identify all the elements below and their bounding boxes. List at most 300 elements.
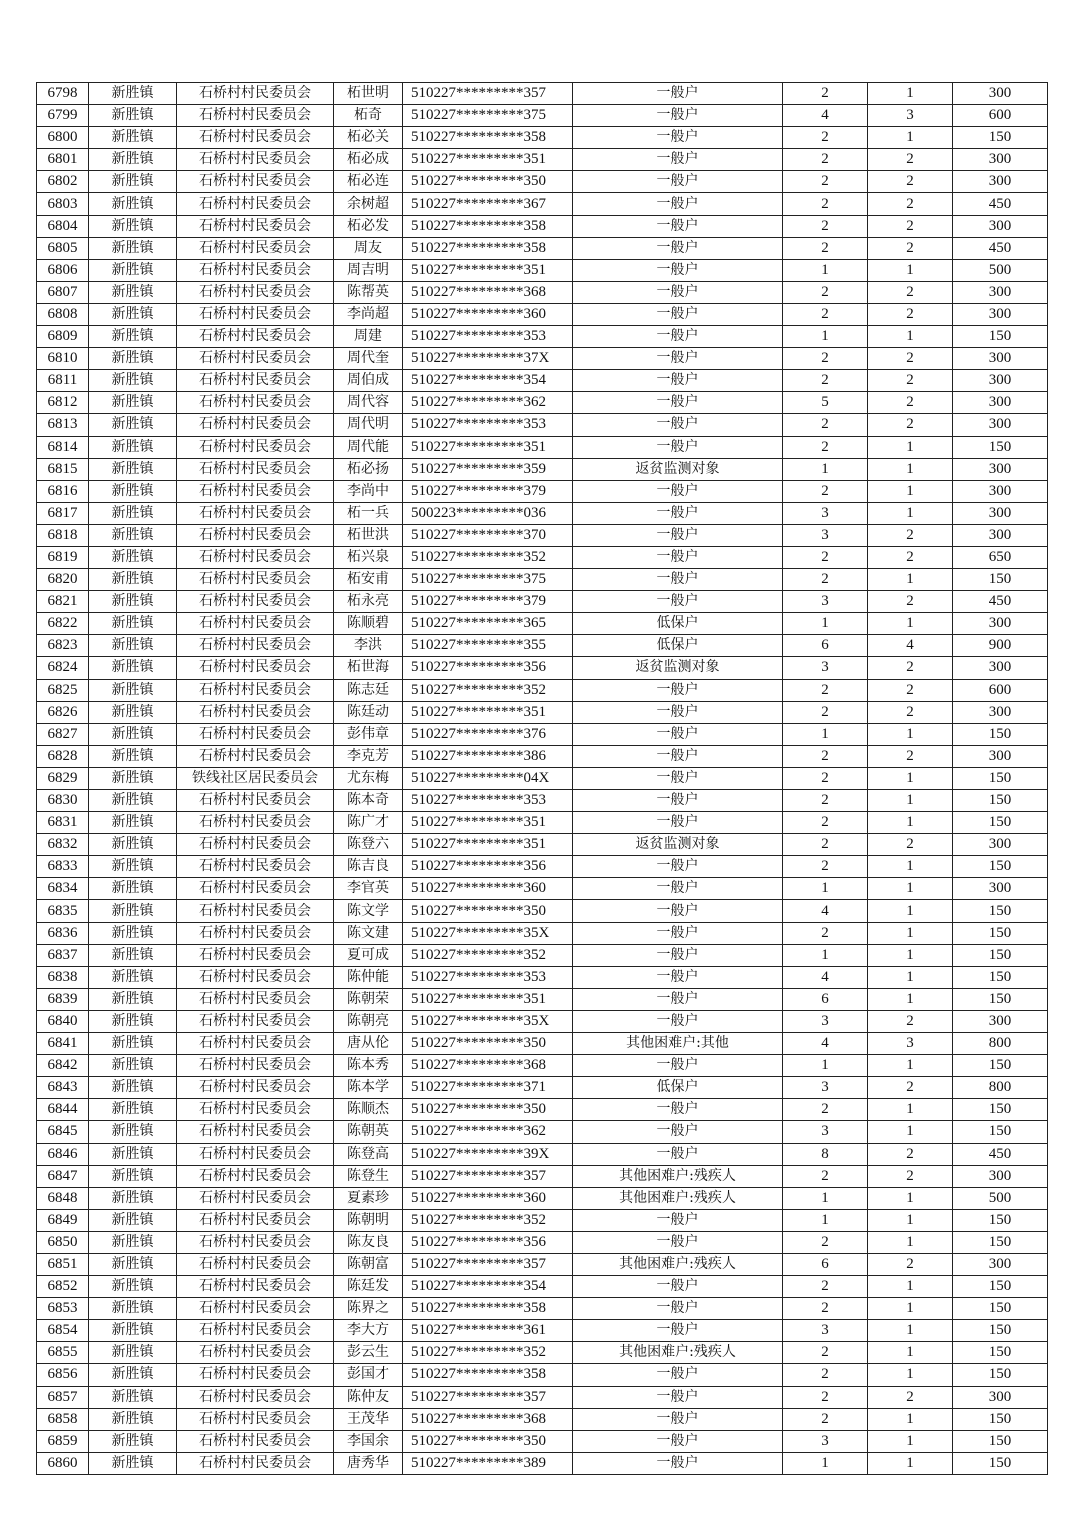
table-row <box>37 1298 1048 1320</box>
idcard-cell: 510227*********389 <box>403 1452 573 1474</box>
table-row <box>37 745 1048 767</box>
town-cell: 新胜镇 <box>89 524 177 546</box>
household-type-cell: 一般户 <box>573 259 783 281</box>
members-cell: 2 <box>783 480 868 502</box>
table-row <box>37 259 1048 281</box>
table-row <box>37 767 1048 789</box>
table-row <box>37 1099 1048 1121</box>
committee-cell: 石桥村村民委员会 <box>177 259 334 281</box>
members-cell: 3 <box>783 1077 868 1099</box>
idcard-cell: 510227*********350 <box>403 1430 573 1452</box>
subsidized-cell: 2 <box>868 348 953 370</box>
members-cell: 2 <box>783 812 868 834</box>
subsidized-cell: 1 <box>868 900 953 922</box>
idcard-cell: 510227*********362 <box>403 392 573 414</box>
members-cell: 5 <box>783 392 868 414</box>
subsidized-cell: 4 <box>868 635 953 657</box>
amount-cell: 150 <box>953 767 1048 789</box>
table-row <box>37 701 1048 723</box>
committee-cell: 石桥村村民委员会 <box>177 348 334 370</box>
amount-cell: 150 <box>953 723 1048 745</box>
name-cell: 周伯成 <box>334 370 403 392</box>
town-cell: 新胜镇 <box>89 281 177 303</box>
idcard-cell: 500223*********036 <box>403 502 573 524</box>
committee-cell: 石桥村村民委员会 <box>177 524 334 546</box>
subsidized-cell: 2 <box>868 392 953 414</box>
subsidized-cell: 1 <box>868 767 953 789</box>
table-row <box>37 1364 1048 1386</box>
members-cell: 2 <box>783 767 868 789</box>
amount-cell: 300 <box>953 613 1048 635</box>
serial-cell: 6802 <box>37 171 89 193</box>
serial-cell: 6846 <box>37 1143 89 1165</box>
town-cell: 新胜镇 <box>89 1452 177 1474</box>
members-cell: 2 <box>783 237 868 259</box>
town-cell: 新胜镇 <box>89 767 177 789</box>
idcard-cell: 510227*********379 <box>403 480 573 502</box>
name-cell: 夏素珍 <box>334 1187 403 1209</box>
town-cell: 新胜镇 <box>89 1165 177 1187</box>
household-type-cell: 一般户 <box>573 414 783 436</box>
subsidized-cell: 2 <box>868 524 953 546</box>
members-cell: 2 <box>783 701 868 723</box>
name-cell: 周建 <box>334 326 403 348</box>
subsidized-cell: 1 <box>868 966 953 988</box>
name-cell: 陈登高 <box>334 1143 403 1165</box>
serial-cell: 6820 <box>37 569 89 591</box>
table-body <box>37 83 1048 1475</box>
household-type-cell: 一般户 <box>573 767 783 789</box>
members-cell: 2 <box>783 569 868 591</box>
committee-cell: 石桥村村民委员会 <box>177 966 334 988</box>
amount-cell: 500 <box>953 1187 1048 1209</box>
subsidized-cell: 2 <box>868 1010 953 1032</box>
members-cell: 2 <box>783 856 868 878</box>
amount-cell: 150 <box>953 1364 1048 1386</box>
town-cell: 新胜镇 <box>89 1430 177 1452</box>
committee-cell: 石桥村村民委员会 <box>177 1298 334 1320</box>
table-row <box>37 546 1048 568</box>
members-cell: 2 <box>783 436 868 458</box>
amount-cell: 300 <box>953 480 1048 502</box>
idcard-cell: 510227*********370 <box>403 524 573 546</box>
amount-cell: 450 <box>953 193 1048 215</box>
household-type-cell: 一般户 <box>573 1430 783 1452</box>
idcard-cell: 510227*********350 <box>403 900 573 922</box>
household-type-cell: 返贫监测对象 <box>573 458 783 480</box>
table-row <box>37 193 1048 215</box>
household-type-cell: 一般户 <box>573 1364 783 1386</box>
committee-cell: 石桥村村民委员会 <box>177 1452 334 1474</box>
serial-cell: 6848 <box>37 1187 89 1209</box>
name-cell: 夏可成 <box>334 944 403 966</box>
idcard-cell: 510227*********360 <box>403 878 573 900</box>
members-cell: 1 <box>783 878 868 900</box>
name-cell: 周代能 <box>334 436 403 458</box>
committee-cell: 石桥村村民委员会 <box>177 171 334 193</box>
committee-cell: 石桥村村民委员会 <box>177 458 334 480</box>
town-cell: 新胜镇 <box>89 1209 177 1231</box>
name-cell: 李大方 <box>334 1320 403 1342</box>
members-cell: 3 <box>783 1430 868 1452</box>
amount-cell: 300 <box>953 370 1048 392</box>
subsidized-cell: 1 <box>868 83 953 105</box>
members-cell: 2 <box>783 348 868 370</box>
serial-cell: 6811 <box>37 370 89 392</box>
members-cell: 4 <box>783 900 868 922</box>
household-type-cell: 一般户 <box>573 1055 783 1077</box>
subsidized-cell: 1 <box>868 127 953 149</box>
idcard-cell: 510227*********351 <box>403 834 573 856</box>
idcard-cell: 510227*********352 <box>403 944 573 966</box>
name-cell: 陈廷发 <box>334 1276 403 1298</box>
idcard-cell: 510227*********367 <box>403 193 573 215</box>
table-row <box>37 370 1048 392</box>
subsidized-cell: 2 <box>868 546 953 568</box>
household-type-cell: 一般户 <box>573 591 783 613</box>
town-cell: 新胜镇 <box>89 1033 177 1055</box>
town-cell: 新胜镇 <box>89 303 177 325</box>
amount-cell: 150 <box>953 790 1048 812</box>
table-row <box>37 856 1048 878</box>
table-row <box>37 1165 1048 1187</box>
idcard-cell: 510227*********352 <box>403 1209 573 1231</box>
serial-cell: 6819 <box>37 546 89 568</box>
serial-cell: 6843 <box>37 1077 89 1099</box>
household-type-cell: 返贫监测对象 <box>573 834 783 856</box>
town-cell: 新胜镇 <box>89 237 177 259</box>
table-row <box>37 237 1048 259</box>
committee-cell: 石桥村村民委员会 <box>177 1430 334 1452</box>
household-type-cell: 低保户 <box>573 1077 783 1099</box>
name-cell: 陈登六 <box>334 834 403 856</box>
subsidized-cell: 1 <box>868 458 953 480</box>
idcard-cell: 510227*********350 <box>403 171 573 193</box>
idcard-cell: 510227*********356 <box>403 1231 573 1253</box>
serial-cell: 6809 <box>37 326 89 348</box>
subsidized-cell: 1 <box>868 569 953 591</box>
name-cell: 柘安甫 <box>334 569 403 591</box>
committee-cell: 石桥村村民委员会 <box>177 1033 334 1055</box>
serial-cell: 6826 <box>37 701 89 723</box>
subsidized-cell: 2 <box>868 1165 953 1187</box>
idcard-cell: 510227*********351 <box>403 259 573 281</box>
amount-cell: 300 <box>953 657 1048 679</box>
name-cell: 余树超 <box>334 193 403 215</box>
town-cell: 新胜镇 <box>89 679 177 701</box>
table-row <box>37 922 1048 944</box>
serial-cell: 6821 <box>37 591 89 613</box>
members-cell: 8 <box>783 1143 868 1165</box>
idcard-cell: 510227*********358 <box>403 215 573 237</box>
subsidized-cell: 2 <box>868 281 953 303</box>
members-cell: 2 <box>783 1364 868 1386</box>
idcard-cell: 510227*********371 <box>403 1077 573 1099</box>
town-cell: 新胜镇 <box>89 745 177 767</box>
amount-cell: 150 <box>953 127 1048 149</box>
subsidized-cell: 1 <box>868 436 953 458</box>
serial-cell: 6831 <box>37 812 89 834</box>
town-cell: 新胜镇 <box>89 1121 177 1143</box>
household-type-cell: 一般户 <box>573 723 783 745</box>
subsidized-cell: 1 <box>868 988 953 1010</box>
table-row <box>37 988 1048 1010</box>
table-row <box>37 812 1048 834</box>
members-cell: 2 <box>783 745 868 767</box>
table-row <box>37 215 1048 237</box>
committee-cell: 石桥村村民委员会 <box>177 1231 334 1253</box>
name-cell: 陈顺碧 <box>334 613 403 635</box>
members-cell: 2 <box>783 1165 868 1187</box>
name-cell: 彭伟章 <box>334 723 403 745</box>
committee-cell: 石桥村村民委员会 <box>177 657 334 679</box>
committee-cell: 石桥村村民委员会 <box>177 502 334 524</box>
household-type-cell: 一般户 <box>573 149 783 171</box>
town-cell: 新胜镇 <box>89 348 177 370</box>
household-type-cell: 一般户 <box>573 1452 783 1474</box>
table-row <box>37 436 1048 458</box>
committee-cell: 石桥村村民委员会 <box>177 1165 334 1187</box>
household-type-cell: 一般户 <box>573 502 783 524</box>
committee-cell: 石桥村村民委员会 <box>177 1010 334 1032</box>
committee-cell: 石桥村村民委员会 <box>177 480 334 502</box>
amount-cell: 150 <box>953 856 1048 878</box>
name-cell: 陈朝亮 <box>334 1010 403 1032</box>
household-type-cell: 一般户 <box>573 1231 783 1253</box>
members-cell: 3 <box>783 1010 868 1032</box>
household-type-cell: 其他困难户:残疾人 <box>573 1342 783 1364</box>
committee-cell: 石桥村村民委员会 <box>177 1364 334 1386</box>
idcard-cell: 510227*********362 <box>403 1121 573 1143</box>
name-cell: 唐从伦 <box>334 1033 403 1055</box>
idcard-cell: 510227*********353 <box>403 326 573 348</box>
table-row <box>37 878 1048 900</box>
serial-cell: 6816 <box>37 480 89 502</box>
idcard-cell: 510227*********368 <box>403 1055 573 1077</box>
idcard-cell: 510227*********356 <box>403 657 573 679</box>
town-cell: 新胜镇 <box>89 1055 177 1077</box>
subsidized-cell: 1 <box>868 1430 953 1452</box>
household-type-cell: 一般户 <box>573 281 783 303</box>
table-row <box>37 348 1048 370</box>
table-row <box>37 502 1048 524</box>
table-row <box>37 1187 1048 1209</box>
name-cell: 周友 <box>334 237 403 259</box>
serial-cell: 6853 <box>37 1298 89 1320</box>
committee-cell: 石桥村村民委员会 <box>177 1386 334 1408</box>
committee-cell: 石桥村村民委员会 <box>177 812 334 834</box>
town-cell: 新胜镇 <box>89 1276 177 1298</box>
subsidized-cell: 1 <box>868 1099 953 1121</box>
serial-cell: 6842 <box>37 1055 89 1077</box>
name-cell: 陈登生 <box>334 1165 403 1187</box>
members-cell: 2 <box>783 922 868 944</box>
subsidized-cell: 1 <box>868 922 953 944</box>
idcard-cell: 510227*********358 <box>403 237 573 259</box>
serial-cell: 6833 <box>37 856 89 878</box>
idcard-cell: 510227*********350 <box>403 1099 573 1121</box>
subsidized-cell: 2 <box>868 1143 953 1165</box>
town-cell: 新胜镇 <box>89 171 177 193</box>
household-type-cell: 一般户 <box>573 1121 783 1143</box>
name-cell: 陈吉良 <box>334 856 403 878</box>
name-cell: 柘世明 <box>334 83 403 105</box>
town-cell: 新胜镇 <box>89 900 177 922</box>
town-cell: 新胜镇 <box>89 591 177 613</box>
subsidized-cell: 1 <box>868 613 953 635</box>
amount-cell: 150 <box>953 569 1048 591</box>
record-table <box>36 82 1048 1475</box>
name-cell: 柘必成 <box>334 149 403 171</box>
subsidized-cell: 1 <box>868 1055 953 1077</box>
name-cell: 周吉明 <box>334 259 403 281</box>
household-type-cell: 一般户 <box>573 237 783 259</box>
members-cell: 3 <box>783 591 868 613</box>
table-row <box>37 723 1048 745</box>
idcard-cell: 510227*********352 <box>403 546 573 568</box>
subsidized-cell: 2 <box>868 679 953 701</box>
serial-cell: 6800 <box>37 127 89 149</box>
committee-cell: 石桥村村民委员会 <box>177 635 334 657</box>
idcard-cell: 510227*********359 <box>403 458 573 480</box>
amount-cell: 450 <box>953 591 1048 613</box>
town-cell: 新胜镇 <box>89 1386 177 1408</box>
household-type-cell: 一般户 <box>573 171 783 193</box>
table-row <box>37 613 1048 635</box>
serial-cell: 6850 <box>37 1231 89 1253</box>
serial-cell: 6808 <box>37 303 89 325</box>
committee-cell: 石桥村村民委员会 <box>177 1121 334 1143</box>
idcard-cell: 510227*********35X <box>403 922 573 944</box>
members-cell: 6 <box>783 1253 868 1275</box>
town-cell: 新胜镇 <box>89 635 177 657</box>
household-type-cell: 一般户 <box>573 1320 783 1342</box>
name-cell: 唐秀华 <box>334 1452 403 1474</box>
amount-cell: 300 <box>953 1253 1048 1275</box>
table-row <box>37 944 1048 966</box>
members-cell: 2 <box>783 1099 868 1121</box>
committee-cell: 石桥村村民委员会 <box>177 1408 334 1430</box>
serial-cell: 6830 <box>37 790 89 812</box>
amount-cell: 300 <box>953 878 1048 900</box>
town-cell: 新胜镇 <box>89 105 177 127</box>
name-cell: 陈朝明 <box>334 1209 403 1231</box>
serial-cell: 6835 <box>37 900 89 922</box>
town-cell: 新胜镇 <box>89 878 177 900</box>
town-cell: 新胜镇 <box>89 1010 177 1032</box>
serial-cell: 6849 <box>37 1209 89 1231</box>
town-cell: 新胜镇 <box>89 790 177 812</box>
amount-cell: 300 <box>953 348 1048 370</box>
serial-cell: 6855 <box>37 1342 89 1364</box>
members-cell: 4 <box>783 966 868 988</box>
town-cell: 新胜镇 <box>89 701 177 723</box>
serial-cell: 6851 <box>37 1253 89 1275</box>
members-cell: 2 <box>783 546 868 568</box>
serial-cell: 6834 <box>37 878 89 900</box>
committee-cell: 石桥村村民委员会 <box>177 944 334 966</box>
members-cell: 2 <box>783 679 868 701</box>
amount-cell: 150 <box>953 1320 1048 1342</box>
household-type-cell: 一般户 <box>573 524 783 546</box>
members-cell: 1 <box>783 613 868 635</box>
idcard-cell: 510227*********357 <box>403 1386 573 1408</box>
household-type-cell: 一般户 <box>573 944 783 966</box>
table-row <box>37 281 1048 303</box>
serial-cell: 6813 <box>37 414 89 436</box>
table-row <box>37 1033 1048 1055</box>
name-cell: 李官英 <box>334 878 403 900</box>
household-type-cell: 一般户 <box>573 988 783 1010</box>
idcard-cell: 510227*********351 <box>403 701 573 723</box>
committee-cell: 石桥村村民委员会 <box>177 1276 334 1298</box>
members-cell: 2 <box>783 303 868 325</box>
name-cell: 陈廷动 <box>334 701 403 723</box>
members-cell: 2 <box>783 193 868 215</box>
town-cell: 新胜镇 <box>89 1099 177 1121</box>
members-cell: 1 <box>783 944 868 966</box>
serial-cell: 6801 <box>37 149 89 171</box>
idcard-cell: 510227*********39X <box>403 1143 573 1165</box>
serial-cell: 6825 <box>37 679 89 701</box>
serial-cell: 6814 <box>37 436 89 458</box>
members-cell: 6 <box>783 988 868 1010</box>
amount-cell: 150 <box>953 1099 1048 1121</box>
subsidized-cell: 2 <box>868 1386 953 1408</box>
name-cell: 陈朝英 <box>334 1121 403 1143</box>
amount-cell: 300 <box>953 303 1048 325</box>
subsidized-cell: 1 <box>868 1276 953 1298</box>
subsidized-cell: 1 <box>868 326 953 348</box>
committee-cell: 石桥村村民委员会 <box>177 701 334 723</box>
table-row <box>37 105 1048 127</box>
committee-cell: 石桥村村民委员会 <box>177 1143 334 1165</box>
name-cell: 周代容 <box>334 392 403 414</box>
subsidized-cell: 1 <box>868 856 953 878</box>
committee-cell: 石桥村村民委员会 <box>177 834 334 856</box>
members-cell: 2 <box>783 414 868 436</box>
name-cell: 陈本秀 <box>334 1055 403 1077</box>
household-type-cell: 一般户 <box>573 1143 783 1165</box>
name-cell: 李克芳 <box>334 745 403 767</box>
committee-cell: 石桥村村民委员会 <box>177 303 334 325</box>
committee-cell: 石桥村村民委员会 <box>177 370 334 392</box>
subsidized-cell: 1 <box>868 502 953 524</box>
committee-cell: 石桥村村民委员会 <box>177 1055 334 1077</box>
table-row <box>37 1276 1048 1298</box>
serial-cell: 6860 <box>37 1452 89 1474</box>
amount-cell: 300 <box>953 524 1048 546</box>
serial-cell: 6806 <box>37 259 89 281</box>
town-cell: 新胜镇 <box>89 812 177 834</box>
idcard-cell: 510227*********35X <box>403 1010 573 1032</box>
idcard-cell: 510227*********351 <box>403 988 573 1010</box>
subsidized-cell: 1 <box>868 1452 953 1474</box>
table-row <box>37 1342 1048 1364</box>
town-cell: 新胜镇 <box>89 193 177 215</box>
members-cell: 2 <box>783 127 868 149</box>
town-cell: 新胜镇 <box>89 1253 177 1275</box>
members-cell: 3 <box>783 1320 868 1342</box>
town-cell: 新胜镇 <box>89 83 177 105</box>
members-cell: 4 <box>783 105 868 127</box>
serial-cell: 6838 <box>37 966 89 988</box>
committee-cell: 石桥村村民委员会 <box>177 105 334 127</box>
committee-cell: 石桥村村民委员会 <box>177 546 334 568</box>
subsidized-cell: 1 <box>868 723 953 745</box>
household-type-cell: 一般户 <box>573 370 783 392</box>
household-type-cell: 一般户 <box>573 1298 783 1320</box>
